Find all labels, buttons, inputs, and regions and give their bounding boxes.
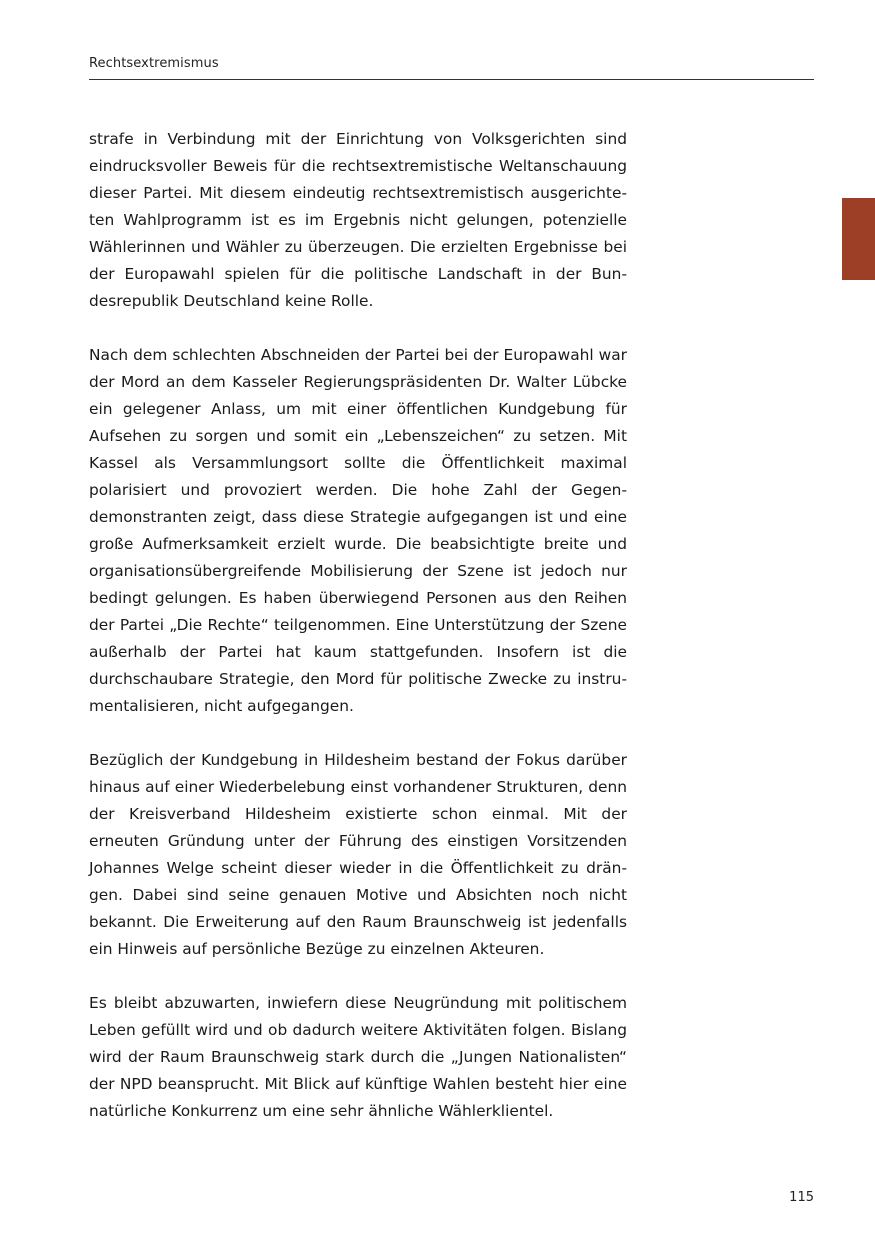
page-number: 115 (789, 1190, 814, 1205)
header-rule (89, 79, 814, 80)
body-text (89, 126, 627, 1152)
chapter-tab-marker (842, 198, 875, 280)
paragraph-2: Nach dem schlechten Abschneiden der Partei bei der Europawahl war der Mord an dem Kasseler Regierungspräsidenten Dr. Walter Lübcke ein gelegener Anlass, um mit einer öffentlichen Kundgebung für Aufsehen zu sorgen und somit ein „Lebenszeichen“ zu setzen. Mit Kassel als Versammlungsort sollte die Öffentlichkeit maximal polarisiert und provoziert werden. Die hohe Zahl der Gegendemonstranten zeigt, dass diese Strategie aufgegangen ist und eine große Aufmerksamkeit erzielt wurde. Die beabsichtigte breite und organisationsübergreifende Mobilisierung der Szene ist jedoch nur bedingt gelungen. Es haben überwiegend Personen aus den Reihen der Partei „Die Rechte“ teilgenommen. Eine Unterstützung der Szene außerhalb der Partei hat kaum stattgefunden. Insofern ist die durchschaubare Strategie, den Mord für politische Zwecke zu instrumentalisieren, nicht aufgegangen. (89, 346, 627, 715)
paragraph-1: strafe in Verbindung mit der Einrichtung von Volksgerichten sind eindrucksvoller Beweis für die rechtsextremistische Weltanschauung dieser Partei. Mit diesem eindeutig rechtsextremistisch ausgerichteten Wahlprogramm ist es im Ergebnis nicht gelungen, potenzielle Wählerinnen und Wähler zu überzeugen. Die erzielten Ergebnisse bei der Europawahl spielen für die politische Landschaft in der Bundesrepublik Deutschland keine Rolle. (89, 130, 627, 310)
paragraph-4: Es bleibt abzuwarten, inwiefern diese Neugründung mit politischem Leben gefüllt wird und ob dadurch weitere Aktivitäten folgen. Bislang wird der Raum Braunschweig stark durch die „Jungen Nationalisten“ der NPD beansprucht. Mit Blick auf künftige Wahlen besteht hier eine natürliche Konkurrenz um eine sehr ähnliche Wählerklientel. (89, 994, 627, 1120)
paragraph-3: Bezüglich der Kundgebung in Hildesheim bestand der Fokus darüber hinaus auf einer Wiederbelebung einst vorhandener Strukturen, denn der Kreisverband Hildesheim existierte schon einmal. Mit der erneuten Gründung unter der Führung des einstigen Vorsitzenden Johannes Welge scheint dieser wieder in die Öffentlichkeit zu drängen. Dabei sind seine genauen Motive und Absichten noch nicht bekannt. Die Erweiterung auf den Raum Braunschweig ist jedenfalls ein Hinweis auf persönliche Bezüge zu einzelnen Akteuren. (89, 751, 627, 958)
running-head: Rechtsextremismus (89, 56, 219, 71)
